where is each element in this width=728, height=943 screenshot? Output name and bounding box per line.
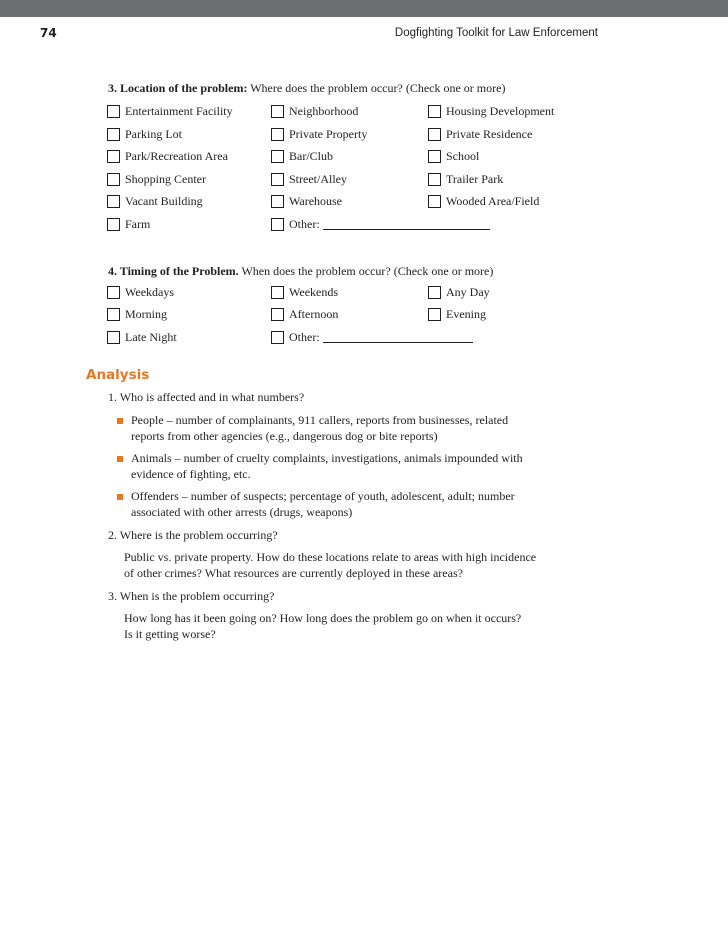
q4-option[interactable]: Evening	[428, 307, 486, 322]
q3-title-rest: Where does the problem occur? (Check one or more)	[247, 81, 506, 95]
analysis-question-2: 2. Where is the problem occurring?	[108, 528, 278, 542]
q3-title	[108, 81, 505, 96]
checkbox[interactable]	[428, 150, 441, 163]
checkbox[interactable]	[107, 331, 120, 344]
bullet-people-line-1: People – number of complainants, 911 callers, reports from businesses, related	[131, 413, 509, 427]
bullet-people-line-2: reports from other agencies (e.g., dangerous dog or bite reports)	[131, 429, 438, 443]
checkbox[interactable]	[271, 308, 284, 321]
q3-option[interactable]: Private Residence	[428, 127, 532, 142]
q4-option[interactable]: Weekends	[271, 285, 338, 300]
checkbox[interactable]	[107, 150, 120, 163]
q3-option[interactable]: Private Property	[271, 127, 367, 142]
bullet-offenders-line-2: associated with other arrests (drugs, weapons)	[131, 505, 353, 519]
analysis-q3-text-line-1: How long has it been going on? How long does the problem go on when it occurs?	[124, 611, 522, 625]
bullet-square-icon	[117, 456, 123, 462]
page-number: 74	[40, 26, 57, 40]
checkbox[interactable]	[271, 105, 284, 118]
bullet-animals-line-1: Animals – number of cruelty complaints, investigations, animals impounded with	[131, 451, 523, 465]
q4-option-other[interactable]: Other:	[271, 330, 473, 345]
analysis-q3-text-line-2: Is it getting worse?	[124, 627, 216, 641]
q4-option[interactable]: Afternoon	[271, 307, 338, 322]
q3-option[interactable]: Farm	[107, 217, 150, 232]
q3-option[interactable]: School	[428, 149, 479, 164]
checkbox[interactable]	[271, 128, 284, 141]
analysis-q2-text-line-1: Public vs. private property. How do these locations relate to areas with high incidence	[124, 550, 537, 564]
q3-option[interactable]: Trailer Park	[428, 172, 503, 187]
q3-option[interactable]: Neighborhood	[271, 104, 358, 119]
q3-option[interactable]: Bar/Club	[271, 149, 333, 164]
q3-option-other[interactable]: Other:	[271, 217, 490, 232]
checkbox[interactable]	[271, 150, 284, 163]
checkbox[interactable]	[271, 286, 284, 299]
q4-title-rest: When does the problem occur? (Check one or more)	[238, 264, 494, 278]
checkbox[interactable]	[107, 286, 120, 299]
q3-option[interactable]: Parking Lot	[107, 127, 182, 142]
checkbox[interactable]	[428, 308, 441, 321]
bullet-square-icon	[117, 494, 123, 500]
checkbox[interactable]	[271, 195, 284, 208]
q3-option[interactable]: Vacant Building	[107, 194, 203, 209]
q3-option[interactable]: Housing Development	[428, 104, 554, 119]
q3-option[interactable]: Entertainment Facility	[107, 104, 233, 119]
analysis-q2-text-line-2: of other crimes? What resources are currently deployed in these areas?	[124, 566, 463, 580]
checkbox[interactable]	[428, 173, 441, 186]
checkbox[interactable]	[428, 128, 441, 141]
top-bar	[0, 0, 728, 17]
bullet-offenders-line-1: Offenders – number of suspects; percentage of youth, adolescent, adult; number	[131, 489, 515, 503]
analysis-question-1: 1. Who is affected and in what numbers?	[108, 390, 305, 404]
checkbox[interactable]	[428, 195, 441, 208]
checkbox[interactable]	[107, 308, 120, 321]
other-blank-line[interactable]	[323, 219, 490, 230]
q3-option[interactable]: Shopping Center	[107, 172, 206, 187]
q3-option[interactable]: Park/Recreation Area	[107, 149, 228, 164]
q4-option[interactable]: Late Night	[107, 330, 177, 345]
q3-option[interactable]: Warehouse	[271, 194, 342, 209]
checkbox[interactable]	[107, 173, 120, 186]
analysis-heading: Analysis	[86, 367, 150, 383]
other-blank-line[interactable]	[323, 332, 473, 343]
checkbox[interactable]	[107, 195, 120, 208]
q3-title-bold: 3. Location of the problem:	[108, 81, 248, 95]
checkbox[interactable]	[107, 218, 120, 231]
checkbox[interactable]	[271, 331, 284, 344]
q4-option[interactable]: Weekdays	[107, 285, 174, 300]
analysis-question-3: 3. When is the problem occurring?	[108, 589, 275, 603]
q3-option[interactable]: Street/Alley	[271, 172, 347, 187]
running-header: Dogfighting Toolkit for Law Enforcement	[394, 27, 598, 39]
q3-option[interactable]: Wooded Area/Field	[428, 194, 539, 209]
bullet-animals-line-2: evidence of fighting, etc.	[131, 467, 251, 481]
checkbox[interactable]	[107, 105, 120, 118]
q4-title-bold: 4. Timing of the Problem.	[108, 264, 239, 278]
checkbox[interactable]	[271, 173, 284, 186]
checkbox[interactable]	[107, 128, 120, 141]
q4-option[interactable]: Any Day	[428, 285, 490, 300]
checkbox[interactable]	[428, 105, 441, 118]
bullet-square-icon	[117, 418, 123, 424]
checkbox[interactable]	[271, 218, 284, 231]
checkbox[interactable]	[428, 286, 441, 299]
q4-title	[108, 264, 493, 279]
q4-option[interactable]: Morning	[107, 307, 167, 322]
